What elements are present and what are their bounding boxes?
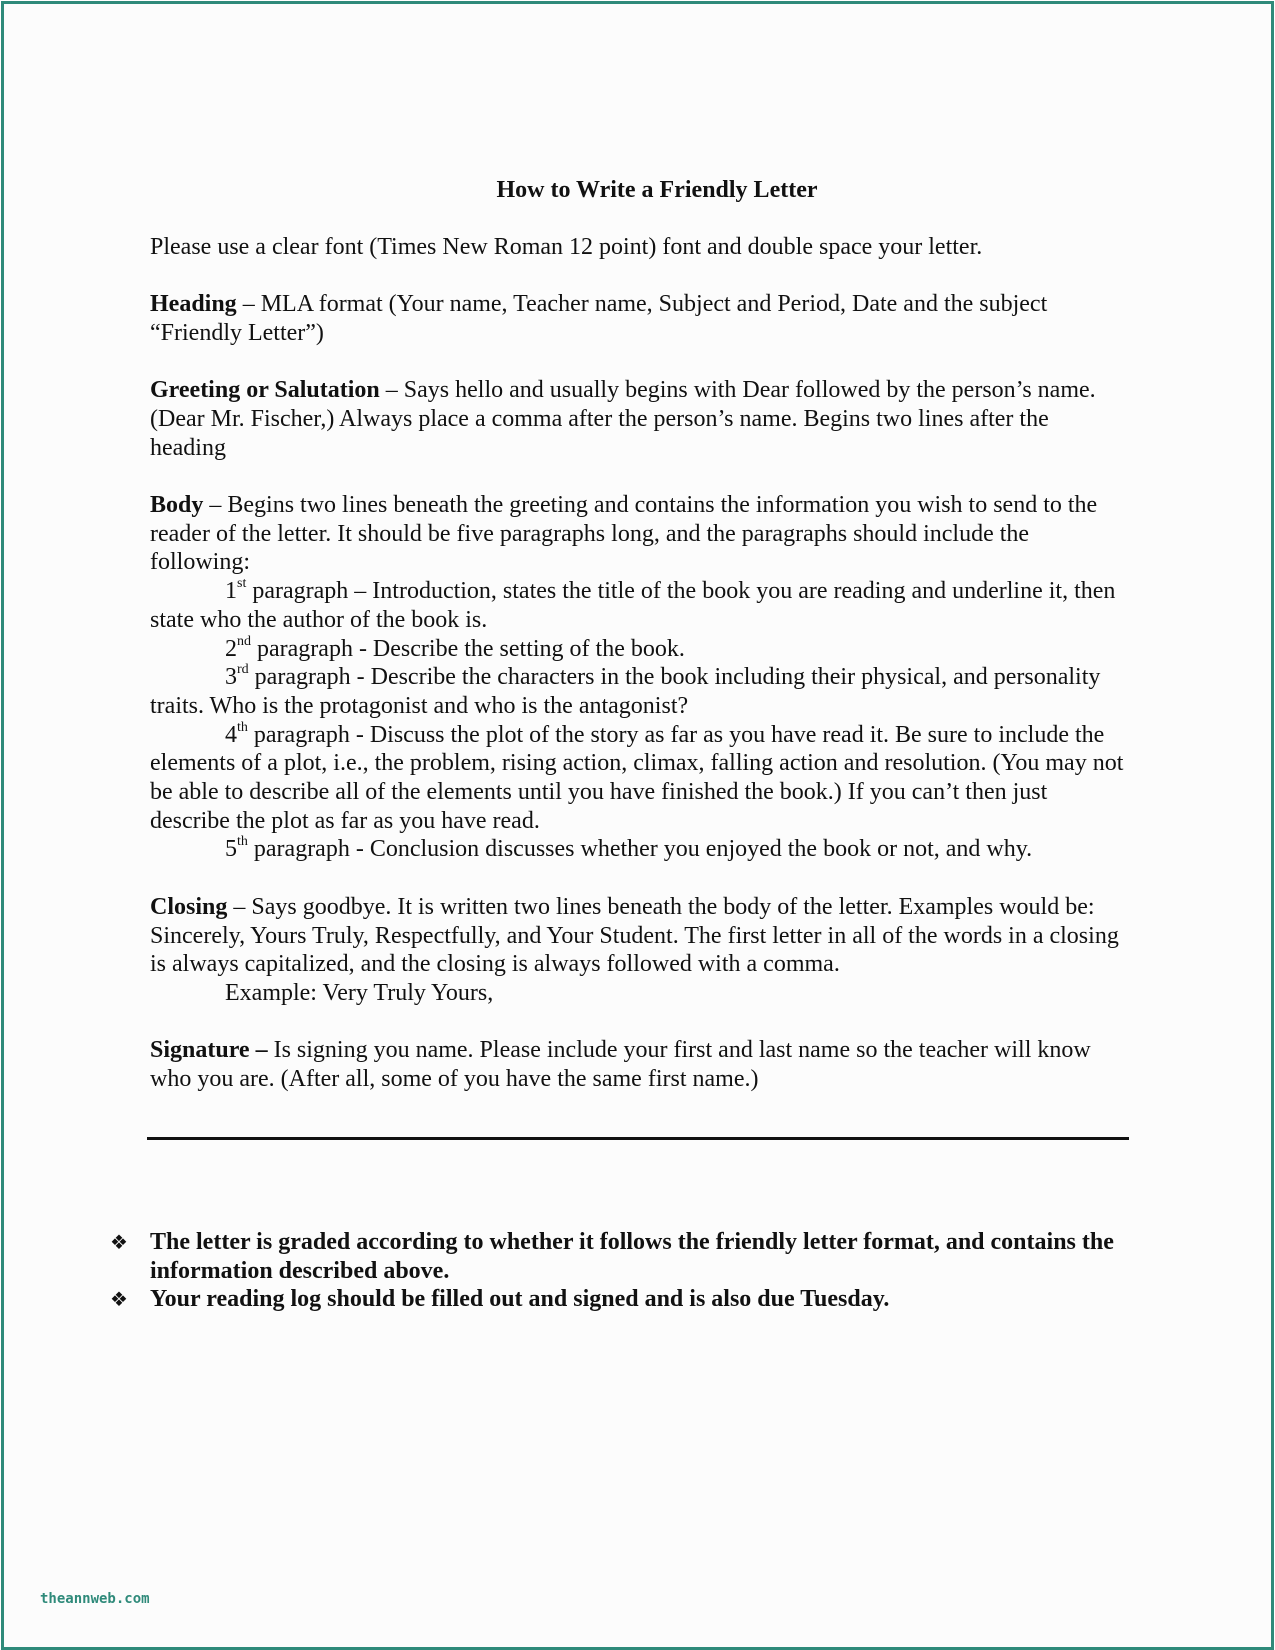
paragraph-text: paragraph - Describe the setting of the book. <box>251 635 685 662</box>
intro-text: Please use a clear font (Times New Roman 12 point) font and double space your letter. <box>150 233 983 260</box>
note-text: The letter is graded according to whether it follows the friendly letter format, and contains the information described above. <box>150 1229 1114 1284</box>
paragraph-text: paragraph - Conclusion discusses whether you enjoyed the book or not, and why. <box>247 836 1033 863</box>
ordinal-suffix: rd <box>237 662 249 678</box>
heading-text: – MLA format (Your name, Teacher name, Subject and Period, Date and the subject “Friendly Letter”) <box>150 291 1048 346</box>
heading-label: Heading <box>150 291 237 318</box>
ordinal-suffix: nd <box>237 633 251 649</box>
body-paragraph-5 <box>150 835 1130 864</box>
heading-section <box>150 290 1130 347</box>
diamond-bullet-icon: ❖ <box>110 1230 128 1254</box>
note-item <box>110 1285 1140 1314</box>
closing-text: – Says goodbye. It is written two lines beneath the body of the letter. Examples would be: Sincerely, Yours Truly, Respectfully, and Your Student. The first letter in all of the words in a closing is always capitalized, and the closing is always followed with a comma. <box>150 893 1119 978</box>
watermark: theannweb.com <box>40 1591 150 1607</box>
closing-section <box>150 893 1130 979</box>
paragraph-text: paragraph – Introduction, states the title of the book you are reading and underline it, then state who the author of the book is. <box>150 578 1116 633</box>
signature-label: Signature – <box>150 1037 268 1064</box>
closing-example-text: Example: Very Truly Yours, <box>225 979 494 1006</box>
closing-label: Closing <box>150 893 228 920</box>
notes-list <box>110 1228 1140 1314</box>
body-paragraph-2 <box>150 635 1130 664</box>
paragraph-text: paragraph - Describe the characters in the book including their physical, and personality traits. Who is the protagonist and who is the antagonist? <box>150 664 1101 719</box>
note-text: Your reading log should be filled out and signed and is also due Tuesday. <box>150 1286 890 1312</box>
body-section <box>150 491 1130 577</box>
document-body <box>150 176 1130 1094</box>
page-title: How to Write a Friendly Letter <box>496 177 818 203</box>
note-item <box>110 1228 1140 1285</box>
paragraph-text: paragraph - Discuss the plot of the story as far as you have read it. Be sure to include the elements of a plot, i.e., the problem, rising action, climax, falling action and resolution. (You may not be able to describe all of the elements until you have finished the book.) If you can’t then just describe the plot as far as you have read. <box>150 721 1124 834</box>
horizontal-rule <box>147 1137 1129 1140</box>
ordinal-suffix: th <box>237 719 248 735</box>
paragraph-number: 1 <box>225 578 237 605</box>
body-paragraph-4 <box>150 721 1130 836</box>
body-paragraph-3 <box>150 663 1130 720</box>
body-label: Body <box>150 491 204 518</box>
greeting-section <box>150 376 1130 462</box>
ordinal-suffix: st <box>237 576 247 592</box>
ordinal-suffix: th <box>237 834 248 850</box>
body-paragraph-1 <box>150 577 1130 634</box>
greeting-text: – Says hello and usually begins with Dear followed by the person’s name. (Dear Mr. Fischer,) Always place a comma after the person’s name. Begins two lines after the heading <box>150 377 1096 461</box>
body-text: – Begins two lines beneath the greeting and contains the information you wish to send to the reader of the letter. It should be five paragraphs long, and the paragraphs should include the following: <box>150 491 1098 576</box>
paragraph-number: 3 <box>225 664 237 691</box>
closing-example <box>150 979 1130 1008</box>
signature-text: Is signing you name. Please include your first and last name so the teacher will know who you are. (After all, some of you have the same first name.) <box>150 1037 1091 1093</box>
signature-section <box>150 1036 1130 1093</box>
greeting-label: Greeting or Salutation <box>150 377 380 404</box>
paragraph-number: 4 <box>225 721 237 748</box>
paragraph-number: 2 <box>225 635 237 662</box>
paragraph-number: 5 <box>225 836 237 863</box>
diamond-bullet-icon: ❖ <box>110 1287 128 1311</box>
